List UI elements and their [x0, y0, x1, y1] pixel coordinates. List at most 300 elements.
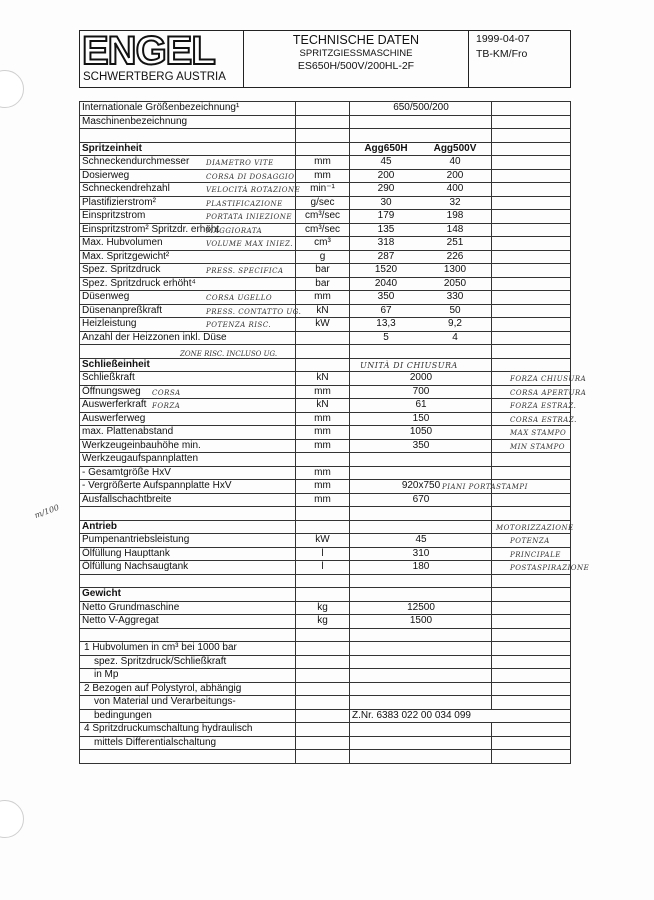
spec-label-text: Auswerferweg — [82, 412, 146, 424]
handwritten-note: PRINCIPALE — [510, 550, 561, 559]
spec-values — [350, 250, 492, 264]
notes-cell — [492, 399, 577, 413]
notes-cell — [492, 520, 574, 534]
spec-row — [80, 196, 571, 210]
spec-label-text: Werkzeugaufspannplatten — [82, 453, 199, 465]
spec-values — [350, 264, 492, 278]
footnote-text — [80, 655, 296, 669]
footnote-text — [80, 723, 296, 737]
unit-cell — [296, 669, 350, 683]
spec-value-text: 920x750 — [401, 480, 441, 492]
spec-value-text: 700 — [412, 385, 430, 397]
blank-row — [80, 574, 571, 588]
document-date: 1999-04-07 — [476, 33, 530, 45]
spec-row — [80, 115, 571, 129]
spec-unit: kW — [296, 534, 350, 548]
spec-row — [80, 412, 571, 426]
spec-label — [80, 210, 296, 224]
spec-label — [80, 304, 302, 318]
notes-cell — [492, 210, 571, 224]
unit-cell — [296, 520, 350, 534]
handwritten-note: VOLUME MAX INIEZ. — [206, 240, 294, 248]
value-cell — [350, 574, 492, 588]
spec-label-text: Werkzeugeinbauhöhe min. — [82, 439, 201, 451]
spec-label-text: Pumpenantriebsleistung — [82, 534, 190, 546]
spec-label-text: Netto V-Aggregat — [82, 615, 159, 627]
spec-values — [350, 304, 492, 318]
spec-row — [80, 615, 571, 629]
spec-values — [350, 223, 492, 237]
spec-label — [80, 399, 296, 413]
spec-label-text: - Vergrößerte Aufspannplatte HxV — [82, 480, 232, 492]
notes-cell — [492, 412, 577, 426]
notes-cell — [492, 507, 571, 521]
document-ref: TB-KM/Fro — [476, 48, 528, 60]
section-header — [80, 588, 571, 602]
value-cell — [350, 358, 492, 372]
spec-label — [80, 277, 296, 291]
section-header — [80, 142, 571, 156]
value-a: 287 — [377, 250, 395, 262]
value-cell — [350, 682, 492, 696]
footnote-line: bedingungen — [94, 709, 152, 721]
value-cell — [350, 655, 492, 669]
blank-row — [80, 345, 571, 359]
notes-cell — [492, 669, 571, 683]
document-subtitle: SPRITZGIESSMASCHINE — [299, 48, 413, 59]
value-cell — [350, 750, 492, 764]
value-cell — [350, 696, 492, 710]
value-cell — [350, 736, 492, 750]
spec-row — [80, 439, 571, 453]
value-b: 400 — [446, 183, 464, 195]
spec-value — [350, 426, 492, 440]
spec-value — [350, 439, 492, 453]
spec-label — [80, 196, 296, 210]
unit-cell — [296, 574, 350, 588]
company-location: SCHWERTBERG AUSTRIA — [83, 71, 226, 83]
spec-value — [350, 601, 492, 615]
spec-label — [80, 223, 296, 237]
notes-cell — [492, 277, 571, 291]
spec-row — [80, 547, 571, 561]
notes-cell — [492, 291, 571, 305]
spec-unit: kg — [296, 615, 350, 629]
unit-cell — [296, 750, 350, 764]
spec-value-text: 350 — [412, 439, 430, 451]
notes-cell — [492, 534, 571, 548]
spec-unit: l — [296, 547, 350, 561]
value-a: 2040 — [374, 277, 398, 289]
spec-value-text: 61 — [415, 399, 427, 411]
spec-row — [80, 102, 571, 116]
label-cell — [80, 628, 296, 642]
spec-label — [80, 480, 296, 494]
label-cell — [80, 574, 296, 588]
section-header — [80, 358, 571, 372]
spec-label-text: Spez. Spritzdruck — [82, 264, 161, 276]
label-cell — [80, 750, 296, 764]
footnote-row — [80, 669, 571, 683]
spec-unit: mm — [296, 291, 350, 305]
spec-row — [80, 601, 571, 615]
footnote-text — [80, 696, 296, 710]
handwritten-note: MOTORIZZAZIONE — [496, 523, 574, 532]
spec-unit: mm — [296, 439, 350, 453]
spec-label-text: Ausfallschachtbreite — [82, 493, 172, 505]
spec-row — [80, 385, 571, 399]
notes-cell — [492, 142, 571, 156]
value-a: 179 — [377, 210, 395, 222]
footnote-row — [80, 736, 571, 750]
notes-cell — [492, 466, 571, 480]
value-b: 200 — [446, 169, 464, 181]
margin-note: m/100 — [33, 502, 61, 521]
notes-cell — [492, 372, 587, 386]
col-a-header: Agg650H — [364, 142, 408, 154]
spec-unit: kN — [296, 372, 350, 386]
handwritten-note: VELOCITÀ ROTAZIONE — [206, 186, 301, 194]
spec-value-text: 1500 — [409, 615, 433, 627]
spec-value — [350, 534, 492, 548]
notes-cell — [492, 223, 571, 237]
value-b: 198 — [446, 210, 464, 222]
spec-label-text: Einspritzstrom² Spritzdr. erhöht — [82, 223, 220, 235]
unit-cell — [296, 345, 350, 359]
engel-logo: ENGEL — [82, 29, 215, 73]
footnote-row — [80, 709, 571, 723]
footnote-line: mittels Differentialschaltung — [94, 736, 217, 748]
value-cell — [350, 520, 492, 534]
value-cell — [350, 588, 492, 602]
spec-row — [80, 453, 571, 467]
spec-unit: mm — [296, 156, 350, 170]
spec-label-text: Schneckendurchmesser — [82, 156, 190, 168]
value-a: 350 — [377, 291, 395, 303]
spec-label — [80, 264, 296, 278]
meta-cell — [473, 31, 570, 87]
spec-label — [80, 318, 296, 332]
spec-row — [80, 304, 571, 318]
value-b: 226 — [446, 250, 464, 262]
spec-label — [80, 250, 296, 264]
notes-cell — [492, 102, 571, 116]
footnote-row — [80, 682, 571, 696]
value-b: 2050 — [443, 277, 467, 289]
spec-label — [80, 615, 296, 629]
handwritten-note: PIANI PORTASTAMPI — [442, 483, 528, 491]
spec-table — [79, 101, 590, 764]
spec-unit — [296, 331, 350, 345]
spec-values — [350, 277, 492, 291]
notes-cell — [492, 439, 571, 453]
spec-row — [80, 277, 571, 291]
spec-label-text: Max. Hubvolumen — [82, 237, 163, 249]
notes-cell — [492, 588, 571, 602]
spec-row — [80, 223, 571, 237]
spec-label — [80, 493, 296, 507]
value-a: 5 — [383, 331, 389, 343]
handwritten-note: POTENZA RISC. — [206, 321, 272, 329]
spec-row — [80, 480, 571, 494]
notes-cell — [492, 183, 571, 197]
blank-row — [80, 507, 571, 521]
spec-label-text: Anzahl der Heizzonen inkl. Düse — [82, 331, 227, 343]
spec-label — [80, 169, 296, 183]
value-a: 200 — [377, 169, 395, 181]
notes-cell — [492, 115, 571, 129]
logo-cell — [80, 31, 244, 87]
notes-cell — [492, 331, 571, 345]
handwritten-note: ZONE RISC. INCLUSO UG. — [180, 350, 278, 358]
column-headers — [350, 142, 492, 156]
value-a: 318 — [377, 237, 395, 249]
handwritten-note: FORZA CHIUSURA — [510, 375, 587, 383]
spec-value-text: 650/500/200 — [393, 102, 449, 114]
document-header — [79, 30, 571, 88]
document-title: TECHNISCHE DATEN — [292, 33, 420, 47]
value-b: 1300 — [443, 264, 467, 276]
unit-cell — [296, 628, 350, 642]
footnote-line: 2 Bezogen auf Polystyrol, abhängig — [84, 682, 242, 694]
handwritten-note: MIN STAMPO — [510, 442, 566, 451]
spec-row — [80, 426, 571, 440]
footnote-row — [80, 642, 571, 656]
spec-label — [80, 561, 296, 575]
value-cell — [350, 129, 492, 143]
spec-label-text: Heizleistung — [82, 318, 137, 330]
handwritten-note: CORSA APERTURA — [510, 388, 587, 397]
spec-value — [350, 115, 492, 129]
value-a: 1520 — [374, 264, 398, 276]
value-cell — [350, 628, 492, 642]
label-cell — [80, 507, 296, 521]
value-b: 251 — [446, 237, 464, 249]
notes-cell — [492, 196, 571, 210]
notes-cell — [492, 723, 571, 737]
spec-label — [80, 439, 296, 453]
spec-values — [350, 196, 492, 210]
notes-cell — [492, 304, 571, 318]
section-title: Schließeinheit — [80, 358, 296, 372]
notes-cell — [492, 750, 571, 764]
spec-label — [80, 453, 296, 467]
notes-cell — [492, 345, 571, 359]
spec-value — [350, 453, 492, 467]
spec-value-text: 150 — [412, 412, 430, 424]
spec-value — [350, 372, 492, 386]
spec-unit — [296, 453, 350, 467]
value-b: 148 — [446, 223, 464, 235]
spec-label-text: Ölfüllung Haupttank — [82, 547, 170, 559]
punch-hole-bottom — [0, 800, 24, 838]
spec-row — [80, 318, 571, 332]
notes-cell — [492, 655, 571, 669]
notes-cell — [492, 682, 571, 696]
spec-value-text: 12500 — [407, 601, 435, 613]
spec-label — [80, 385, 296, 399]
spec-label-text: Ölfüllung Nachsaugtank — [82, 561, 189, 573]
value-cell — [350, 709, 571, 723]
spec-unit: l — [296, 561, 350, 575]
blank-row — [80, 750, 571, 764]
spec-label-text: Schließkraft — [82, 372, 135, 384]
spec-label-text: Auswerferkraft — [82, 399, 147, 411]
handwritten-note: FORZA ESTRAZ. — [510, 402, 577, 410]
spec-row — [80, 331, 571, 345]
spec-row — [80, 250, 571, 264]
spec-label-text: - Gesamtgröße HxV — [82, 466, 171, 478]
spec-unit — [296, 115, 350, 129]
footnote-row — [80, 723, 571, 737]
value-a: 135 — [377, 223, 395, 235]
spec-label — [80, 331, 296, 345]
handwritten-note: MAGGIORATA — [206, 226, 263, 235]
handwritten-note: CORSA — [152, 388, 181, 397]
spec-label — [80, 466, 296, 480]
spec-value-text: 670 — [412, 493, 430, 505]
value-b: 50 — [449, 304, 461, 316]
value-cell — [350, 723, 492, 737]
spec-label — [80, 547, 296, 561]
unit-cell — [296, 655, 350, 669]
spec-value — [350, 466, 492, 480]
spec-unit: mm — [296, 480, 350, 494]
value-cell — [350, 345, 492, 359]
spec-row — [80, 534, 571, 548]
spec-label-text: Max. Spritzgewicht² — [82, 250, 170, 262]
spec-label-text: Plastifizierstrom² — [82, 196, 156, 208]
spec-row — [80, 237, 571, 251]
unit-cell — [296, 588, 350, 602]
spec-label — [80, 372, 296, 386]
spec-label-text: Schneckendrehzahl — [82, 183, 170, 195]
spec-label — [80, 291, 296, 305]
label-cell — [80, 129, 296, 143]
handwritten-note: POTENZA — [510, 537, 550, 545]
unit-cell — [296, 682, 350, 696]
handwritten-note: UNITÀ DI CHIUSURA — [360, 360, 458, 370]
spec-unit: mm — [296, 385, 350, 399]
value-cell — [350, 507, 492, 521]
spec-unit: mm — [296, 493, 350, 507]
spec-unit: kg — [296, 601, 350, 615]
unit-cell — [296, 736, 350, 750]
spec-label — [80, 426, 296, 440]
handwritten-note: PLASTIFICAZIONE — [206, 199, 283, 208]
spec-unit: mm — [296, 426, 350, 440]
spec-unit: mm — [296, 412, 350, 426]
spec-value-text: 310 — [412, 547, 430, 559]
spec-row — [80, 372, 571, 386]
spec-row — [80, 561, 571, 575]
spec-row — [80, 156, 571, 170]
unit-cell — [296, 358, 350, 372]
title-cell — [244, 31, 469, 87]
spec-label-text: Einspritzstrom — [82, 210, 146, 222]
handwritten-note: PRESS. SPECIFICA — [206, 267, 284, 275]
spec-value — [350, 102, 492, 116]
spec-unit: cm³ — [296, 237, 350, 251]
section-title: Antrieb — [80, 520, 296, 534]
spec-unit: g/sec — [296, 196, 350, 210]
footnote-text — [80, 709, 296, 723]
value-b: 40 — [449, 156, 461, 168]
notes-cell — [492, 601, 571, 615]
notes-cell — [492, 169, 571, 183]
notes-cell — [492, 642, 571, 656]
footnote-text — [80, 736, 296, 750]
spec-label-text: max. Plattenabstand — [82, 426, 174, 438]
footnote-line: 1 Hubvolumen in cm³ bei 1000 bar — [84, 642, 237, 654]
notes-cell — [492, 318, 571, 332]
footnote-text — [80, 642, 296, 656]
spec-row — [80, 493, 571, 507]
notes-cell — [492, 561, 590, 575]
spec-values — [350, 156, 492, 170]
value-a: 13,3 — [376, 318, 396, 330]
blank-row — [80, 129, 571, 143]
unit-cell — [296, 142, 350, 156]
spec-value — [350, 561, 492, 575]
section-title: Gewicht — [80, 588, 296, 602]
spec-value-text: 45 — [415, 534, 427, 546]
handwritten-note: POSTASPIRAZIONE — [510, 564, 590, 572]
label-cell — [80, 345, 296, 359]
notes-cell — [492, 574, 571, 588]
spec-unit: kN — [296, 399, 350, 413]
value-cell — [350, 669, 492, 683]
section-header — [80, 520, 571, 534]
handwritten-note: CORSA ESTRAZ. — [510, 415, 577, 424]
notes-cell — [492, 156, 571, 170]
spec-label: Internationale Größenbezeichnung¹ — [80, 102, 296, 116]
spec-unit: cm³/sec — [296, 210, 350, 224]
value-b: 4 — [452, 331, 458, 343]
notes-cell — [492, 696, 571, 710]
handwritten-note: DIAMETRO VITE — [206, 159, 274, 167]
spec-label — [80, 183, 301, 197]
section-title: Spritzeinheit — [80, 142, 296, 156]
spec-value-text: 2000 — [409, 372, 433, 384]
value-a: 67 — [380, 304, 392, 316]
spec-unit: min⁻¹ — [296, 183, 350, 197]
spec-value — [350, 615, 492, 629]
spec-values — [350, 331, 492, 345]
handwritten-note: MAX STAMPO — [510, 429, 567, 437]
footnote-text — [80, 669, 296, 683]
unit-cell — [296, 709, 350, 723]
spec-unit: kW — [296, 318, 350, 332]
handwritten-note: PORTATA INIEZIONE — [206, 213, 292, 221]
notes-cell — [492, 628, 571, 642]
value-b: 330 — [446, 291, 464, 303]
spec-label-text: Düsenweg — [82, 291, 130, 303]
spec-value — [350, 412, 492, 426]
footnote-line: spez. Spritzdruck/Schließkraft — [94, 655, 227, 667]
spec-unit: mm — [296, 466, 350, 480]
footnote-text — [80, 682, 296, 696]
spec-row — [80, 169, 571, 183]
spec-values — [350, 237, 492, 251]
footnote-line: 4 Spritzdruckumschaltung hydraulisch — [84, 723, 253, 735]
notes-cell — [492, 385, 587, 399]
spec-row — [80, 264, 571, 278]
spec-value-text: 1050 — [409, 426, 433, 438]
value-a: 45 — [380, 156, 392, 168]
drawing-number: Z.Nr. 6383 022 00 034 099 — [352, 709, 471, 721]
spec-values — [350, 291, 492, 305]
